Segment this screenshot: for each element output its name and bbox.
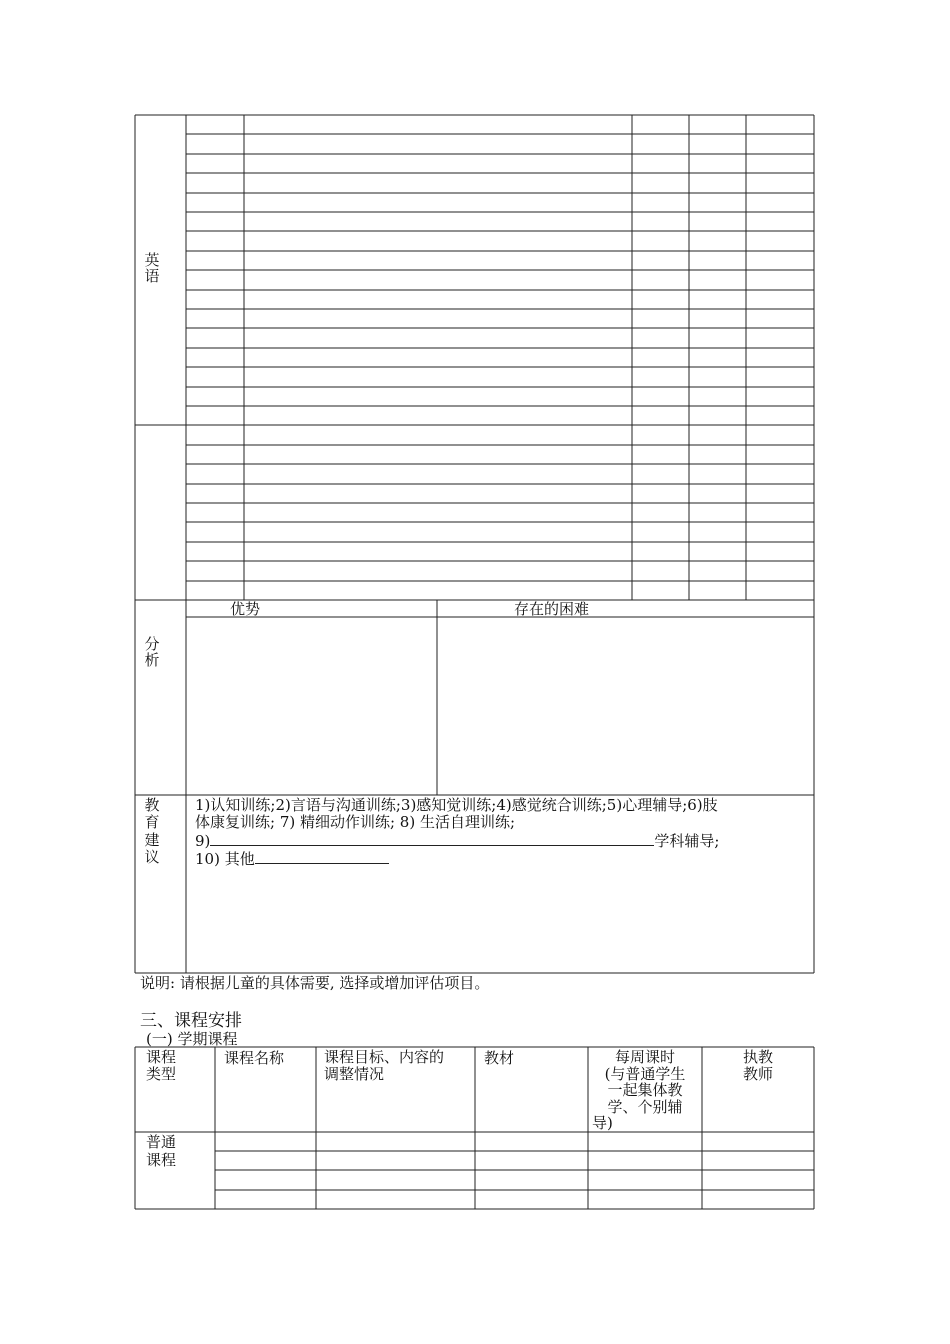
- recommendation-line-4: 10) 其他: [195, 850, 809, 868]
- english-subject-label: 英 语: [144, 251, 160, 286]
- header-course-name: 课程名称: [224, 1049, 285, 1067]
- other-blank[interactable]: [255, 850, 389, 864]
- analysis-label: 分 析: [144, 635, 160, 670]
- header-teacher: 执教 教师: [742, 1048, 773, 1083]
- education-recommendation-label: 教 育 建 议: [144, 796, 160, 866]
- recommendation-text: [195, 797, 809, 868]
- header-material: 教材: [484, 1049, 515, 1067]
- section-title: 三、课程安排: [140, 1011, 242, 1031]
- subsection-title: (一) 学期课程: [146, 1030, 238, 1048]
- strengths-header: 优势: [230, 600, 261, 618]
- general-course-label: 普通 课程: [146, 1133, 177, 1169]
- note-text: 说明: 请根据儿童的具体需要, 选择或增加评估项目。: [140, 974, 490, 992]
- header-weekly-hours: 每周课时 (与普通学生 一起集体教 学、个别辅 导): [592, 1048, 686, 1132]
- subject-tutoring-blank[interactable]: [210, 832, 654, 846]
- recommendation-line-2: 体康复训练; 7) 精细动作训练; 8) 生活自理训练;: [195, 813, 516, 832]
- recommendation-line-3: 9) 学科辅导;: [195, 831, 720, 850]
- recommendation-line-1: 1)认知训练;2)言语与沟通训练;3)感知觉训练;4)感觉统合训练;5)心理辅导;6)肢: [195, 796, 718, 814]
- header-course-type: 课程 类型: [146, 1048, 177, 1083]
- header-course-adjustment: 课程目标、内容的 调整情况: [324, 1048, 445, 1083]
- difficulties-header: 存在的困难: [514, 600, 590, 618]
